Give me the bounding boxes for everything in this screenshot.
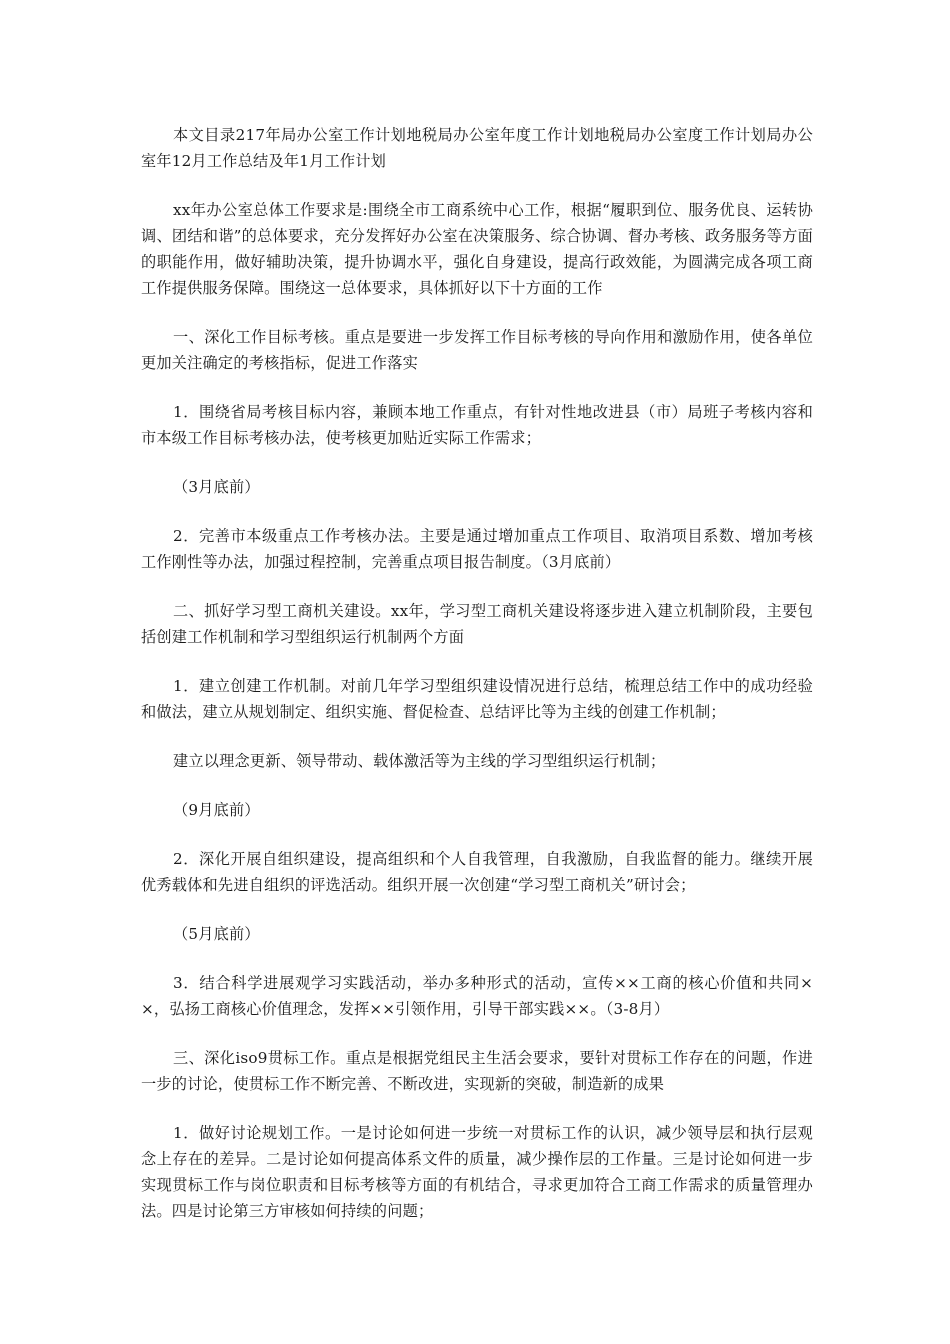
paragraph-deadline-may: （5月底前） xyxy=(173,925,260,943)
paragraph-item-2-2: 2．深化开展自组织建设，提高组织和个人自我管理，自我激励，自我监督的能力。继续开展优秀载体和先进自组织的评选活动。组织开展一次创建“学习型工商机关”研讨会； xyxy=(141,850,813,894)
paragraph-item-3-1: 1．做好讨论规划工作。一是讨论如何进一步统一对贯标工作的认识，减少领导层和执行层观念上存在的差异。二是讨论如何提高体系文件的质量，减少操作层的工作量。三是讨论如何进一步实现贯标工作与岗位职责和目标考核等方面的有机结合，寻求更加符合工商工作需求的质量管理办法。四是讨论第三方审核如何持续的问题； xyxy=(141,1124,813,1220)
paragraph-section-two-heading: 二、抓好学习型工商机关建设。xx年，学习型工商机关建设将逐步进入建立机制阶段，主要包括创建工作机制和学习型组织运行机制两个方面 xyxy=(141,602,813,646)
document-body xyxy=(141,122,813,1247)
paragraph-section-three-heading: 三、深化iso9贯标工作。重点是根据党组民主生活会要求，要针对贯标工作存在的问题，作进一步的讨论，使贯标工作不断完善、不断改进，实现新的突破，制造新的成果 xyxy=(141,1049,813,1093)
paragraph-section-one-heading: 一、深化工作目标考核。重点是要进一步发挥工作目标考核的导向作用和激励作用，使各单位更加关注确定的考核指标，促进工作落实 xyxy=(141,328,813,372)
paragraph-item-1-2: 2．完善市本级重点工作考核办法。主要是通过增加重点工作项目、取消项目系数、增加考核工作刚性等办法，加强过程控制，完善重点项目报告制度。（3月底前） xyxy=(141,527,813,571)
paragraph-deadline-september: （9月底前） xyxy=(173,801,260,819)
paragraph-deadline-march: （3月底前） xyxy=(173,478,260,496)
paragraph-overall-requirements: xx年办公室总体工作要求是:围绕全市工商系统中心工作，根据“履职到位、服务优良、运转协调、团结和谐”的总体要求，充分发挥好办公室在决策服务、综合协调、督办考核、政务服务等方面的职能作用，做好辅助决策，提升协调水平，强化自身建设，提高行政效能，为圆满完成各项工商工作提供服务保障。围绕这一总体要求，具体抓好以下十方面的工作 xyxy=(141,201,813,297)
paragraph-item-1-1: 1．围绕省局考核目标内容，兼顾本地工作重点，有针对性地改进县（市）局班子考核内容和市本级工作目标考核办法，使考核更加贴近实际工作需求； xyxy=(141,403,813,447)
paragraph-item-2-1: 1．建立创建工作机制。对前几年学习型组织建设情况进行总结，梳理总结工作中的成功经验和做法，建立从规划制定、组织实施、督促检查、总结评比等为主线的创建工作机制； xyxy=(141,677,813,721)
paragraph-item-2-1-cont: 建立以理念更新、领导带动、载体激活等为主线的学习型组织运行机制； xyxy=(173,752,666,770)
paragraph-table-of-contents: 本文目录217年局办公室工作计划地税局办公室年度工作计划地税局办公室度工作计划局办公室年12月工作总结及年1月工作计划 xyxy=(141,126,813,170)
paragraph-item-2-3: 3．结合科学进展观学习实践活动，举办多种形式的活动，宣传××工商的核心价值和共同××，弘扬工商核心价值理念，发挥××引领作用，引导干部实践××。（3-8月） xyxy=(141,974,813,1018)
